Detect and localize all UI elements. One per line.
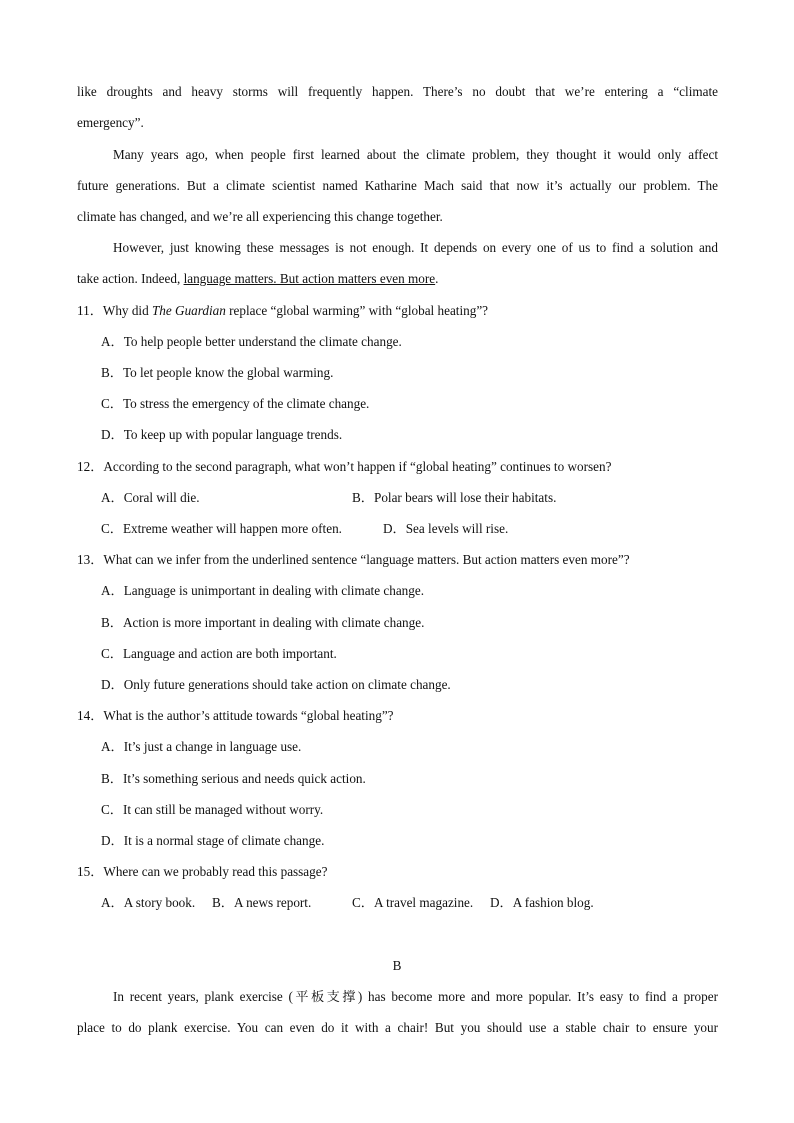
passage-a-p2-line3: climate has changed, and we’re all experiencing this change together. bbox=[77, 209, 443, 224]
q13-option-c: C．Language and action are both important. bbox=[101, 646, 337, 661]
passage-a-p3-line2 bbox=[77, 270, 718, 288]
q14-option-c: C．It can still be managed without worry. bbox=[101, 802, 324, 817]
passage-b-p1-line2: place to do plank exercise. You can even do it with a chair! But you should use a stable chair to ensure your bbox=[77, 1020, 718, 1035]
q15-options-row bbox=[101, 894, 742, 912]
q15-option-c: C．A travel magazine. bbox=[352, 895, 474, 910]
question-13-stem: 13．What can we infer from the underlined sentence “language matters. But action matters even more”? bbox=[77, 552, 630, 567]
question-15-stem: 15．Where can we probably read this passage? bbox=[77, 864, 328, 879]
question-11-stem bbox=[77, 302, 718, 320]
passage-a-p2-line2: future generations. But a climate scientist named Katharine Mach said that now it’s actually our problem. The bbox=[77, 178, 718, 193]
q11-option-d: D．To keep up with popular language trends. bbox=[101, 427, 343, 442]
passage-b-heading: B bbox=[392, 958, 402, 973]
passage-a-p1-line1: like droughts and heavy storms will frequently happen. There’s no doubt that we’re entering a “climate bbox=[77, 84, 718, 99]
q12-option-a: A．Coral will die. bbox=[101, 490, 200, 505]
q15-option-a: A．A story book. bbox=[101, 895, 196, 910]
passage-b-p1-line1: In recent years, plank exercise (平板支撑) has become more and more popular. It’s easy to find a proper bbox=[113, 989, 718, 1004]
p3-line2-suffix: . bbox=[435, 271, 439, 286]
q11-option-c: C．To stress the emergency of the climate change. bbox=[101, 396, 370, 411]
q14-option-a: A．It’s just a change in language use. bbox=[101, 739, 302, 754]
q12-options-row2 bbox=[101, 520, 742, 538]
q14-option-d: D．It is a normal stage of climate change. bbox=[101, 833, 325, 848]
q12-option-d: D．Sea levels will rise. bbox=[383, 521, 509, 536]
passage-a-p1-line2: emergency”. bbox=[77, 115, 144, 130]
q13-option-a: A．Language is unimportant in dealing with climate change. bbox=[101, 583, 425, 598]
q14-option-b: B．It’s something serious and needs quick action. bbox=[101, 771, 366, 786]
q15-option-d: D．A fashion blog. bbox=[490, 895, 594, 910]
question-14-stem: 14．What is the author’s attitude towards “global heating”? bbox=[77, 708, 394, 723]
q15-option-b: B．A news report. bbox=[212, 895, 312, 910]
q12-option-c: C．Extreme weather will happen more often. bbox=[101, 521, 342, 536]
underlined-sentence: language matters. But action matters even more bbox=[183, 271, 436, 286]
q11-prefix: 11．Why did bbox=[77, 303, 152, 318]
q11-suffix: replace “global warming” with “global heating”? bbox=[225, 303, 489, 318]
p3-line2-prefix: take action. Indeed, bbox=[77, 271, 184, 286]
passage-a-p2-line1: Many years ago, when people first learned about the climate problem, they thought it would only affect bbox=[113, 147, 718, 162]
question-12-stem: 12．According to the second paragraph, what won’t happen if “global heating” continues to worsen? bbox=[77, 459, 612, 474]
q13-option-d: D．Only future generations should take action on climate change. bbox=[101, 677, 451, 692]
q11-italic-title: The Guardian bbox=[151, 303, 226, 318]
q13-option-b: B．Action is more important in dealing with climate change. bbox=[101, 615, 425, 630]
q11-option-b: B．To let people know the global warming. bbox=[101, 365, 334, 380]
q12-options-row1 bbox=[101, 489, 742, 507]
q11-option-a: A．To help people better understand the climate change. bbox=[101, 334, 402, 349]
q12-option-b: B．Polar bears will lose their habitats. bbox=[352, 490, 557, 505]
passage-a-p3-line1: However, just knowing these messages is not enough. It depends on every one of us to find a solution and bbox=[113, 240, 718, 255]
